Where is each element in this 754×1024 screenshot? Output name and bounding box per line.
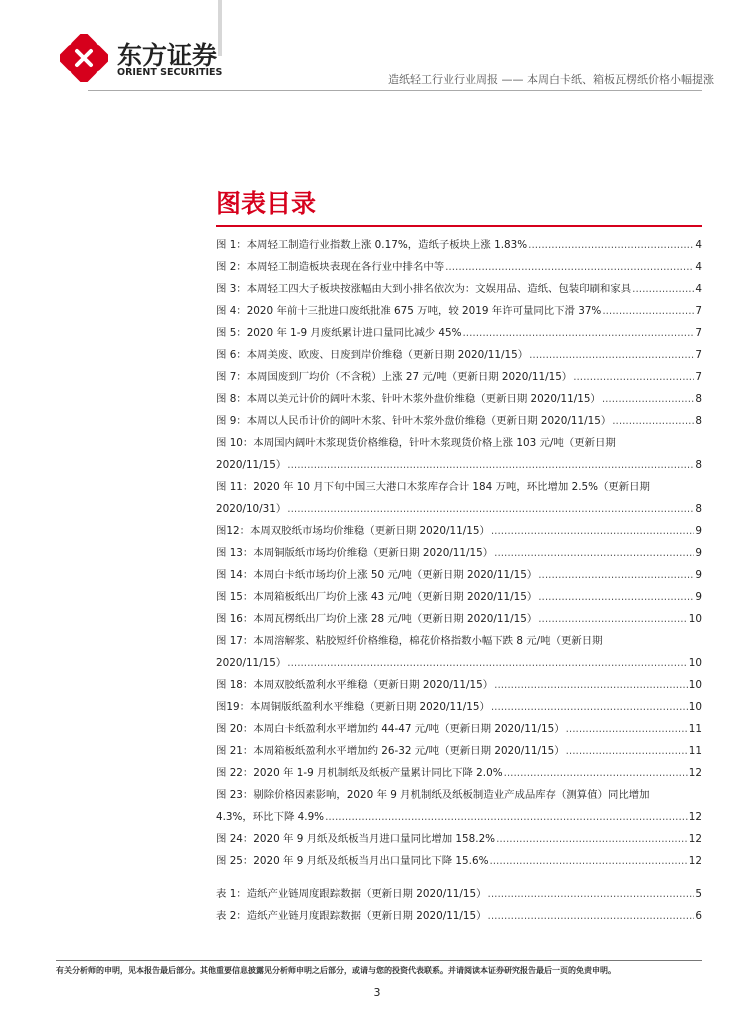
toc-entry-fig-10[interactable]: 图 10：本周国内阔叶木浆现货价格维稳，针叶木浆现货价格上涨 103 元/吨（更新日期 2020/11/15） ..... 8	[216, 432, 702, 476]
logo-english-name: ORIENT SECURITIES	[117, 67, 223, 78]
toc-entry-fig-21[interactable]: 图 21：本周箱板纸盈利水平增加约 26-32 元/吨（更新日期 2020/11/15） ..... 11	[216, 740, 702, 762]
toc-entry-fig-11[interactable]: 图 11：2020 年 10 月下旬中国三大港口木浆库存合计 184 万吨，环比增加 2.5%（更新日期 2020/10/31） ..... 8	[216, 476, 702, 520]
toc-entry-fig-12[interactable]: 图12：本周双胶纸市场均价维稳（更新日期 2020/11/15） ..... 9	[216, 520, 702, 542]
logo-chinese-name: 东方证券	[117, 41, 218, 70]
toc-entry-fig-20[interactable]: 图 20：本周白卡纸盈利水平增加约 44-47 元/吨（更新日期 2020/11/15） ..... 11	[216, 718, 702, 740]
toc-entry-fig-9[interactable]: 图 9：本周以人民币计价的阔叶木浆、针叶木浆外盘价维稳（更新日期 2020/11/15） ..... 8	[216, 410, 702, 432]
toc-entry-fig-24[interactable]: 图 24：2020 年 9 月纸及纸板当月进口量同比增加 158.2% ..... 12	[216, 828, 702, 850]
table-of-figures	[216, 234, 702, 927]
footer-rule	[56, 960, 702, 961]
footer-disclaimer: 有关分析师的申明，见本报告最后部分。其他重要信息披露见分析师申明之后部分，或请与您的投资代表联系。并请阅读本证券研究报告最后一页的免责申明。	[56, 966, 616, 975]
page-number: 3	[373, 986, 381, 999]
toc-entry-fig-5[interactable]: 图 5：2020 年 1-9 月废纸累计进口量同比减少 45% ..... 7	[216, 322, 702, 344]
toc-entry-fig-25[interactable]: 图 25：2020 年 9 月纸及纸板当月出口量同比下降 15.6% ..... 12	[216, 850, 702, 872]
toc-entry-fig-15[interactable]: 图 15：本周箱板纸出厂均价上涨 43 元/吨（更新日期 2020/11/15） ..... 9	[216, 586, 702, 608]
toc-entry-fig-17[interactable]: 图 17：本周溶解浆、粘胶短纤价格维稳，棉花价格指数小幅下跌 8 元/吨（更新日期 2020/11/15） ..... 10	[216, 630, 702, 674]
toc-entry-fig-2[interactable]: 图 2：本周轻工制造板块表现在各行业中排名中等 ..... 4	[216, 256, 702, 278]
toc-entry-fig-8[interactable]: 图 8：本周以美元计价的阔叶木浆、针叶木浆外盘价维稳（更新日期 2020/11/15） ..... 8	[216, 388, 702, 410]
section-title: 图表目录	[216, 189, 317, 218]
toc-entry-fig-14[interactable]: 图 14：本周白卡纸市场均价上涨 50 元/吨（更新日期 2020/11/15） ..... 9	[216, 564, 702, 586]
toc-entry-fig-23[interactable]: 图 23：剔除价格因素影响，2020 年 9 月机制纸及纸板制造业产成品库存（测算值）同比增加 4.3%，环比下降 4.9% ..... 12	[216, 784, 702, 828]
toc-entry-fig-1[interactable]: 图 1：本周轻工制造行业指数上涨 0.17%，造纸子板块上涨 1.83% ..... 4	[216, 234, 702, 256]
toc-entry-fig-3[interactable]: 图 3：本周轻工四大子板块按涨幅由大到小排名依次为：文娱用品、造纸、包装印刷和家具 ..... 4	[216, 278, 702, 300]
company-logo	[60, 34, 223, 84]
toc-entry-table-2[interactable]: 表 2：造纸产业链月度跟踪数据（更新日期 2020/11/15） ..... 6	[216, 905, 702, 927]
toc-entry-fig-6[interactable]: 图 6：本周美废、欧废、日废到岸价维稳（更新日期 2020/11/15） ..... 7	[216, 344, 702, 366]
toc-entry-fig-18[interactable]: 图 18：本周双胶纸盈利水平维稳（更新日期 2020/11/15） ..... 10	[216, 674, 702, 696]
toc-entry-fig-7[interactable]: 图 7：本周国废到厂均价（不含税）上涨 27 元/吨（更新日期 2020/11/15） ..... 7	[216, 366, 702, 388]
toc-entry-fig-13[interactable]: 图 13：本周铜版纸市场均价维稳（更新日期 2020/11/15） ..... 9	[216, 542, 702, 564]
toc-entry-fig-16[interactable]: 图 16：本周瓦楞纸出厂均价上涨 28 元/吨（更新日期 2020/11/15） ..... 10	[216, 608, 702, 630]
orient-securities-logo-icon	[60, 34, 108, 82]
header-rule	[88, 90, 702, 91]
section-gap	[216, 872, 702, 883]
toc-entry-fig-4[interactable]: 图 4：2020 年前十三批进口废纸批准 675 万吨，较 2019 年许可量同比下滑 37% ..... 7	[216, 300, 702, 322]
toc-entry-table-1[interactable]: 表 1：造纸产业链周度跟踪数据（更新日期 2020/11/15） ..... 5	[216, 883, 702, 905]
toc-entry-fig-19[interactable]: 图19：本周铜版纸盈利水平维稳（更新日期 2020/11/15） ..... 10	[216, 696, 702, 718]
title-underline	[216, 225, 702, 227]
report-header: 造纸轻工行业行业周报 —— 本周白卡纸、箱板瓦楞纸价格小幅提涨	[388, 73, 714, 86]
toc-entry-fig-22[interactable]: 图 22：2020 年 1-9 月机制纸及纸板产量累计同比下降 2.0% ..... 12	[216, 762, 702, 784]
